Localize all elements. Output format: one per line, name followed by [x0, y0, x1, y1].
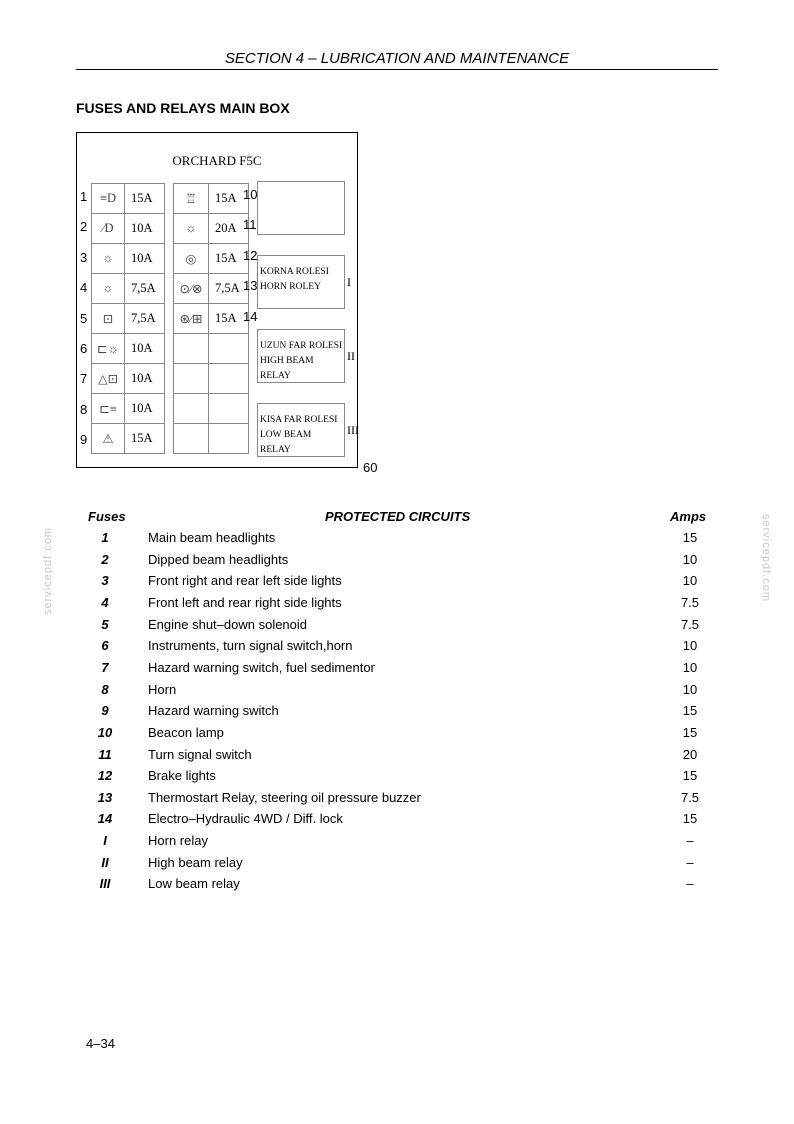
fuse-number: 12: [243, 247, 258, 263]
horn-icon: ⊏≡: [92, 394, 125, 424]
table-row: [0, 617, 794, 639]
thermostart-icon: ⊙⁄⊗: [174, 274, 209, 304]
table-row: [0, 682, 794, 704]
fuse-amp-rating: 15A: [209, 244, 249, 274]
fuse-number: 5: [80, 310, 88, 326]
empty-icon-cell: [174, 364, 209, 394]
circuit-description: Instruments, turn signal switch,horn: [148, 638, 353, 654]
amp-value: 15: [682, 811, 698, 827]
fuse-slot: [92, 214, 165, 244]
empty-icon-cell: [174, 394, 209, 424]
amp-value: 15: [682, 768, 698, 784]
blank-relay-slot: [257, 181, 345, 235]
fuse-id: 11: [98, 746, 112, 762]
amp-value: 7.5: [680, 594, 700, 610]
engine-shutdown-icon: ⊡: [92, 304, 125, 334]
amp-value: 10: [682, 551, 698, 567]
fuse-slot: [92, 274, 165, 304]
turn-signal-icon: ☼: [174, 214, 209, 244]
relay-number: III: [347, 423, 359, 437]
fuse-id: 7: [101, 659, 109, 675]
amp-value: 10: [682, 659, 698, 675]
amp-value: 10: [682, 638, 698, 654]
table-row: [0, 747, 794, 769]
amp-value: 7.5: [680, 789, 700, 805]
relay-number: II: [347, 349, 355, 363]
relay-slot: [257, 329, 345, 383]
watermark-right: servicepdf.com: [759, 514, 772, 602]
circuit-description: Horn relay: [148, 833, 208, 849]
brake-light-icon: ◎: [174, 244, 209, 274]
circuit-description: Dipped beam headlights: [148, 551, 289, 567]
table-row: [0, 768, 794, 790]
circuit-description: Turn signal switch: [148, 746, 252, 762]
fuse-slot: [174, 184, 249, 214]
fuse-amp-rating: 10A: [125, 214, 165, 244]
fuse-amp-rating: [209, 334, 249, 364]
fuse-amp-rating: [209, 364, 249, 394]
watermark-left: servicepdf.com: [41, 527, 54, 615]
beacon-lamp-icon: ♖: [174, 184, 209, 214]
fuse-number: 4: [80, 280, 88, 296]
circuit-description: Electro–Hydraulic 4WD / Diff. lock: [148, 811, 343, 827]
fuse-number: 11: [243, 217, 257, 233]
fuse-number: 2: [80, 219, 88, 235]
fuse-id: 9: [101, 703, 109, 719]
side-light-icon: ☼: [92, 244, 125, 274]
relay-number: I: [347, 275, 351, 289]
section-header: SECTION 4 – LUBRICATION AND MAINTENANCE: [76, 50, 718, 70]
circuit-description: Horn: [148, 681, 177, 697]
fuse-slot: [174, 394, 249, 424]
empty-icon-cell: [174, 334, 209, 364]
circuit-description: Hazard warning switch: [148, 703, 279, 719]
fuse-slot: [174, 304, 249, 334]
fuse-slot: [174, 364, 249, 394]
circuit-description: Brake lights: [148, 768, 216, 784]
fuses-header: Fuses: [88, 509, 126, 524]
fuse-slot: [174, 424, 249, 454]
table-row: [0, 552, 794, 574]
fuse-slot: [92, 394, 165, 424]
amp-value: 20: [682, 746, 698, 762]
relay-label-tr: KISA FAR ROLESI: [260, 415, 338, 425]
amp-value: 10: [682, 681, 698, 697]
table-row: [0, 595, 794, 617]
fuse-amp-rating: 20A: [209, 214, 249, 244]
fuse-slot: [92, 184, 165, 214]
fuse-slot: [92, 244, 165, 274]
circuit-description: Low beam relay: [148, 876, 240, 892]
table-row: [0, 790, 794, 812]
fuse-amp-rating: 15A: [209, 304, 249, 334]
fuse-id: 2: [101, 551, 109, 567]
main-beam-icon: ≡D: [92, 184, 125, 214]
relay-label-en: HIGH BEAM RELAY: [260, 356, 314, 381]
fuse-number: 13: [243, 278, 258, 294]
fuse-slot: [92, 334, 165, 364]
table-row: [0, 876, 794, 898]
amp-value: 15: [682, 530, 698, 545]
fuse-amp-rating: 10A: [125, 244, 165, 274]
circuit-description: Main beam headlights: [148, 530, 276, 545]
fuse-slot: [174, 214, 249, 244]
section-title: FUSES AND RELAYS MAIN BOX: [76, 100, 290, 116]
relay-slot: [257, 403, 345, 457]
fuse-number: 6: [80, 341, 88, 356]
circuit-description: Thermostart Relay, steering oil pressure buzzer: [148, 789, 421, 805]
fuse-amp-rating: 15A: [209, 184, 249, 214]
relay-label-en: LOW BEAM RELAY: [260, 430, 312, 455]
fuse-number: 1: [80, 189, 88, 204]
fuse-slot: [92, 424, 165, 454]
empty-icon-cell: [174, 424, 209, 454]
page-number: 4–34: [86, 1036, 115, 1051]
amp-value: 15: [682, 703, 698, 719]
table-row: [0, 855, 794, 877]
fuse-id: 4: [101, 594, 109, 610]
amp-value: 7.5: [680, 616, 700, 632]
fuse-id: 12: [97, 768, 113, 784]
fuse-id: I: [103, 833, 107, 849]
fuse-id: 1: [101, 530, 109, 545]
dipped-beam-icon: ⁄D: [92, 214, 125, 244]
hazard-fuel-icon: △⊡: [92, 364, 125, 394]
table-row: [0, 660, 794, 682]
fuse-id: 14: [97, 811, 113, 827]
amp-value: 10: [682, 573, 698, 589]
fuse-amp-rating: 10A: [125, 394, 165, 424]
fuse-amp-rating: 15A: [125, 424, 165, 454]
fuse-box-diagram: [76, 132, 358, 468]
circuit-description: Hazard warning switch, fuel sedimentor: [148, 659, 375, 675]
table-row: [0, 833, 794, 855]
table-row: [0, 573, 794, 595]
fuse-amp-rating: [209, 394, 249, 424]
4wd-diff-lock-icon: ⊛⁄⊞: [174, 304, 209, 334]
fuse-id: II: [101, 854, 109, 870]
relay-slot: [257, 255, 345, 309]
amp-value: 15: [682, 724, 698, 740]
circuit-description: Front left and rear right side lights: [148, 594, 342, 610]
diagram-title: ORCHARD F5C: [172, 153, 262, 168]
circuit-description: High beam relay: [148, 854, 243, 870]
fuse-id: 10: [97, 724, 113, 740]
amp-value: –: [686, 876, 694, 892]
fuse-slot: [92, 304, 165, 334]
side-light-icon: ☼: [92, 274, 125, 304]
fuse-slot: [174, 334, 249, 364]
fuse-id: 6: [101, 638, 109, 654]
hazard-warning-icon: ⚠: [92, 424, 125, 454]
circuits-header: PROTECTED CIRCUITS: [325, 509, 471, 524]
fuse-number: 10: [243, 187, 258, 202]
horn-light-icon: ⊏☼: [92, 334, 125, 364]
fuse-amp-rating: [209, 424, 249, 454]
fuse-number: 3: [80, 249, 88, 265]
fuse-number: 9: [80, 432, 88, 448]
fuse-amp-rating: 15A: [125, 184, 165, 214]
fuse-amp-rating: 7,5A: [125, 304, 165, 334]
circuit-description: Front right and rear left side lights: [148, 573, 342, 589]
table-row: [0, 530, 794, 552]
fuse-number: 14: [243, 308, 258, 324]
fuse-id: 3: [101, 573, 109, 589]
fuse-slot: [174, 244, 249, 274]
amp-value: –: [686, 854, 694, 870]
relay-label-tr: UZUN FAR ROLESI: [260, 341, 343, 351]
fuse-amp-rating: 10A: [125, 334, 165, 364]
fuse-amp-rating: 7,5A: [125, 274, 165, 304]
fuse-slot: [92, 364, 165, 394]
fuse-number: 8: [80, 401, 88, 417]
right-fuse-column: [173, 183, 249, 454]
table-row: [0, 811, 794, 833]
fuse-id: 13: [97, 789, 113, 805]
left-fuse-column: [91, 183, 165, 454]
table-row: [0, 703, 794, 725]
fuse-id: III: [99, 876, 111, 892]
table-row: [0, 725, 794, 747]
fuse-id: 5: [101, 616, 109, 632]
relay-label-en: HORN ROLEY: [260, 282, 321, 292]
figure-number: 60: [363, 460, 378, 475]
circuit-description: Beacon lamp: [148, 724, 224, 740]
fuse-id: 8: [101, 681, 109, 697]
table-row: [0, 638, 794, 660]
fuse-number: 7: [80, 371, 88, 387]
fuse-amp-rating: 7,5A: [209, 274, 249, 304]
circuit-description: Engine shut–down solenoid: [148, 616, 308, 632]
amp-value: –: [686, 833, 694, 849]
amps-header: Amps: [670, 509, 707, 524]
fuse-amp-rating: 10A: [125, 364, 165, 394]
relay-label-tr: KORNA ROLESI: [260, 267, 329, 277]
fuse-slot: [174, 274, 249, 304]
